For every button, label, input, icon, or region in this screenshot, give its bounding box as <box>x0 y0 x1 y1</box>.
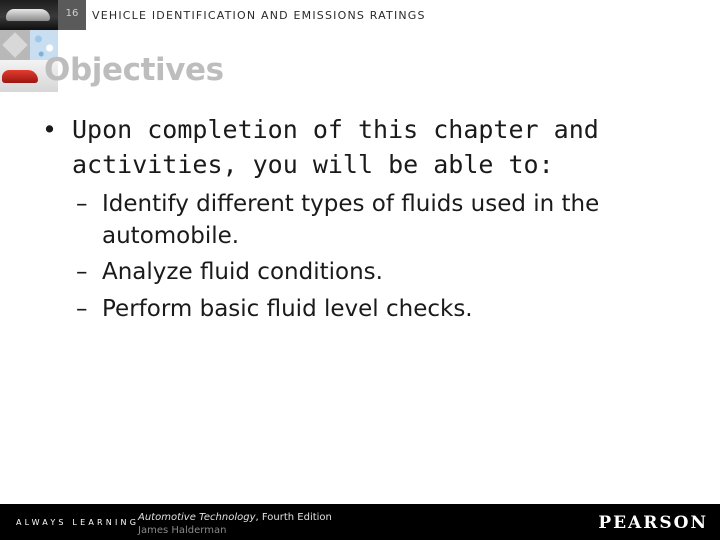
car-photo-thumbnail <box>0 0 58 30</box>
footer-author: James Halderman <box>138 525 227 536</box>
main-bullet <box>42 112 682 182</box>
chapter-title: VEHICLE IDENTIFICATION AND EMISSIONS RATINGS <box>92 9 426 22</box>
red-car-icon <box>2 70 38 83</box>
dash-marker: – <box>76 259 88 285</box>
sub-bullet-analyze-fluids <box>76 256 696 288</box>
book-title: Automotive Technology <box>138 512 256 523</box>
bullet-marker: • <box>42 115 58 144</box>
sub-bullet-text: Analyze fluid conditions. <box>102 259 383 285</box>
book-edition: , Fourth Edition <box>255 512 332 523</box>
sub-bullet-text: Identify different types of fluids used in the automobile. <box>102 191 600 249</box>
diamond-graphic-thumbnail <box>0 30 30 60</box>
sub-bullet-level-checks <box>76 293 696 325</box>
main-bullet-text: Upon completion of this chapter and activities, you will be able to: <box>72 115 599 179</box>
dash-marker: – <box>76 296 88 322</box>
page-number: 16 <box>65 8 79 19</box>
dash-marker: – <box>76 191 88 217</box>
sub-bullet-identify-fluids <box>76 188 696 252</box>
publisher-logo: PEARSON <box>598 513 708 533</box>
footer-bar <box>0 504 720 540</box>
sub-bullet-text: Perform basic fluid level checks. <box>102 296 473 322</box>
car-icon <box>6 9 50 21</box>
footer-book-title <box>138 512 332 523</box>
footer-tagline: ALWAYS LEARNING <box>16 518 140 527</box>
slide-title: Objectives <box>44 52 224 88</box>
